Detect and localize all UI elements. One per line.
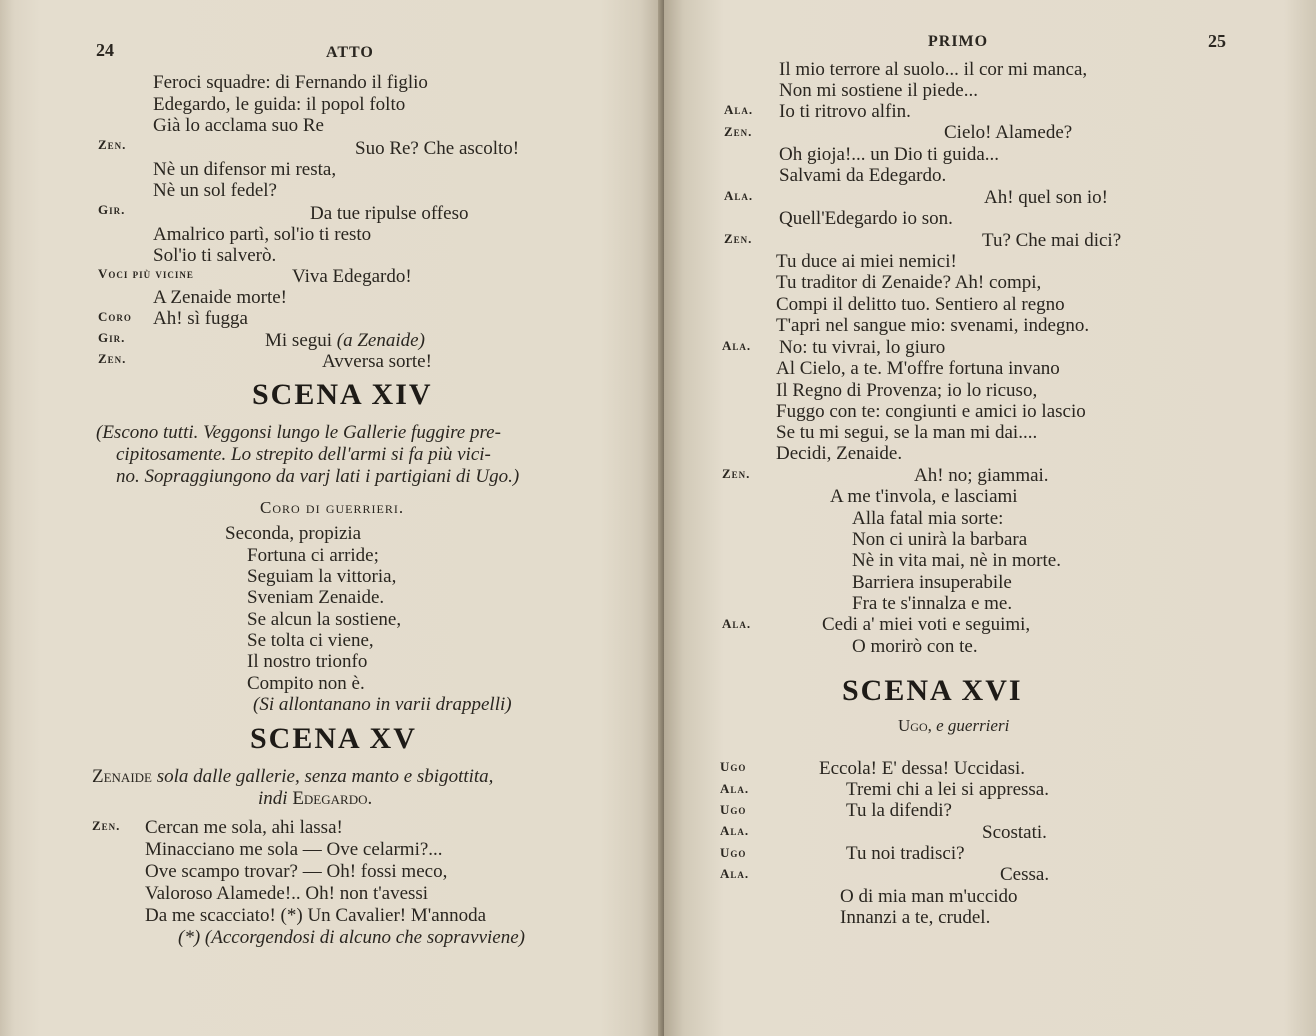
character-name: Edegardo. <box>292 788 373 809</box>
verse-line: Seguiam la vittoria, <box>247 566 397 587</box>
speaker-label: Gir. <box>98 330 126 345</box>
verse-line: Tu duce ai miei nemici! <box>776 251 957 272</box>
verse-line: Se alcun la sostiene, <box>247 609 402 630</box>
verse-line: Barriera insuperabile <box>852 572 1012 593</box>
verse-line: Compito non è. <box>247 673 365 694</box>
verse-line: Nè un difensor mi resta, <box>153 159 337 180</box>
verse-line: Fortuna ci arride; <box>247 545 379 566</box>
stage-direction <box>92 766 493 788</box>
verse-line: Scostati. <box>982 822 1047 843</box>
speaker-label: Zen. <box>724 124 753 139</box>
page-number: 24 <box>96 40 114 60</box>
footnote: (*) (Accorgendosi di alcuno che sopravviene) <box>178 927 525 948</box>
verse-line: Amalrico partì, sol'io ti resto <box>153 224 372 245</box>
verse-line: Ah! no; giammai. <box>914 465 1049 486</box>
verse-line: Ah! quel son io! <box>984 187 1109 208</box>
verse-line: T'apri nel sangue mio: svenami, indegno. <box>776 315 1090 336</box>
verse-line: Da me scacciato! (*) Un Cavalier! M'annoda <box>145 905 487 926</box>
verse-line: Nè un sol fedel? <box>153 180 277 201</box>
verse-line: Il nostro trionfo <box>247 651 368 672</box>
speaker-label: Ala. <box>722 616 752 631</box>
scene-title: SCENA XIV <box>252 378 433 411</box>
verse-line: Al Cielo, a te. M'offre fortuna invano <box>776 358 1060 379</box>
stage-direction <box>258 788 372 810</box>
speaker-label: Coro <box>98 309 132 324</box>
speaker-label: Voci più vicine <box>98 266 194 281</box>
verse-line: Ove scampo trovar? — Oh! fossi meco, <box>145 861 448 882</box>
verse-line: No: tu vivrai, lo giuro <box>779 337 946 358</box>
verse-line: Il Regno di Provenza; io lo ricuso, <box>776 380 1038 401</box>
verse-line: Suo Re? Che ascolto! <box>355 138 520 159</box>
verse-line: Cercan me sola, ahi lassa! <box>145 817 343 838</box>
speaker-label: Ala. <box>724 188 754 203</box>
running-header: ATTO <box>326 44 374 61</box>
verse-line: Non ci unirà la barbara <box>852 529 1028 550</box>
stage-text: indi <box>258 788 288 809</box>
verse-line <box>265 330 425 351</box>
verse-line: Feroci squadre: di Fernando il figlio <box>153 72 428 93</box>
speaker-label: Zen. <box>722 466 751 481</box>
speaker-label: Zen. <box>98 137 127 152</box>
speaker-label: Ala. <box>722 338 752 353</box>
stage-direction: cipitosamente. Lo strepito dell'armi si fa più vici- <box>116 444 491 465</box>
scene-title: SCENA XVI <box>842 674 1023 707</box>
verse-line: Tremi chi a lei si appressa. <box>846 779 1049 800</box>
character-name: Zenaide <box>92 766 152 787</box>
verse-line: Nè in vita mai, nè in morte. <box>852 550 1061 571</box>
speaker-label: Ugo <box>720 845 747 860</box>
chorus-heading: Coro di guerrieri. <box>260 498 405 517</box>
scene-title: SCENA XV <box>250 722 417 755</box>
running-header: PRIMO <box>928 33 989 50</box>
verse-line: Se tolta ci viene, <box>247 630 374 651</box>
verse-line: Cielo! Alamede? <box>944 122 1073 143</box>
verse-line: Valoroso Alamede!.. Oh! non t'avessi <box>145 883 429 904</box>
speaker-label: Ala. <box>720 866 750 881</box>
verse-line: Già lo acclama suo Re <box>153 115 324 136</box>
verse-line: Il mio terrore al suolo... il cor mi manca, <box>779 59 1088 80</box>
verse-line: Innanzi a te, crudel. <box>840 907 991 928</box>
verse-line: Edegardo, le guida: il popol folto <box>153 94 406 115</box>
verse-line: Non mi sostiene il piede... <box>779 80 978 101</box>
verse-line: Sveniam Zenaide. <box>247 587 385 608</box>
stage-direction: (Si allontanano in varii drappelli) <box>253 694 512 715</box>
verse-line: Cessa. <box>1000 864 1050 885</box>
verse-line: Cedi a' miei voti e seguimi, <box>822 614 1031 635</box>
verse-line: Se tu mi segui, se la man mi dai.... <box>776 422 1038 443</box>
verse-line: Tu la difendi? <box>846 800 952 821</box>
speaker-label: Ugo <box>720 759 747 774</box>
scene-characters <box>898 716 1009 736</box>
verse-line: Tu noi tradisci? <box>846 843 965 864</box>
verse-line: Viva Edegardo! <box>292 266 412 287</box>
verse-line: Avversa sorte! <box>322 351 432 372</box>
stage-direction: (a Zenaide) <box>336 330 425 351</box>
stage-direction: no. Sopraggiungono da varj lati i partigiani di Ugo.) <box>116 466 520 487</box>
speaker-label: Ugo <box>720 802 747 817</box>
verse-line: Minacciano me sola — Ove celarmi?... <box>145 839 443 860</box>
speaker-label: Gir. <box>98 202 126 217</box>
speaker-label: Ala. <box>720 781 750 796</box>
verse-line: Alla fatal mia sorte: <box>852 508 1004 529</box>
verse-line: Ah! sì fugga <box>153 308 248 329</box>
speaker-label: Zen. <box>98 351 127 366</box>
right-page <box>664 0 1316 1036</box>
verse-line: A Zenaide morte! <box>153 287 288 308</box>
verse-line: Compi il delitto tuo. Sentiero al regno <box>776 294 1065 315</box>
verse-line: Fra te s'innalza e me. <box>852 593 1013 614</box>
verse-line: Salvami da Edegardo. <box>779 165 947 186</box>
verse-line: Tu? Che mai dici? <box>982 230 1122 251</box>
verse-line: Seconda, propizia <box>225 523 362 544</box>
verse-line: Decidi, Zenaide. <box>776 443 903 464</box>
character-name: Ugo, <box>898 716 932 735</box>
verse-line: Fuggo con te: congiunti e amici io lascio <box>776 401 1086 422</box>
verse-line: Eccola! E' dessa! Uccidasi. <box>819 758 1025 779</box>
verse-line: Oh gioja!... un Dio ti guida... <box>779 144 1000 165</box>
verse-line: Da tue ripulse offeso <box>310 203 469 224</box>
speaker-label: Zen. <box>92 818 121 833</box>
verse-line: Io ti ritrovo alfin. <box>779 101 911 122</box>
verse-text: Mi segui <box>265 330 333 351</box>
verse-line: Quell'Edegardo io son. <box>779 208 953 229</box>
verse-line: A me t'invola, e lasciami <box>830 486 1018 507</box>
verse-line: O di mia man m'uccido <box>840 886 1018 907</box>
speaker-label: Ala. <box>720 823 750 838</box>
stage-text: sola dalle gallerie, senza manto e sbigottita, <box>156 766 494 787</box>
page-number: 25 <box>1208 31 1226 51</box>
speaker-label: Ala. <box>724 102 754 117</box>
stage-text: e guerrieri <box>936 716 1010 735</box>
verse-line: Sol'io ti salverò. <box>153 245 277 266</box>
verse-line: O morirò con te. <box>852 636 978 657</box>
speaker-label: Zen. <box>724 231 753 246</box>
stage-direction: (Escono tutti. Veggonsi lungo le Gallerie fuggire pre- <box>96 422 501 443</box>
verse-line: Tu traditor di Zenaide? Ah! compi, <box>776 272 1042 293</box>
